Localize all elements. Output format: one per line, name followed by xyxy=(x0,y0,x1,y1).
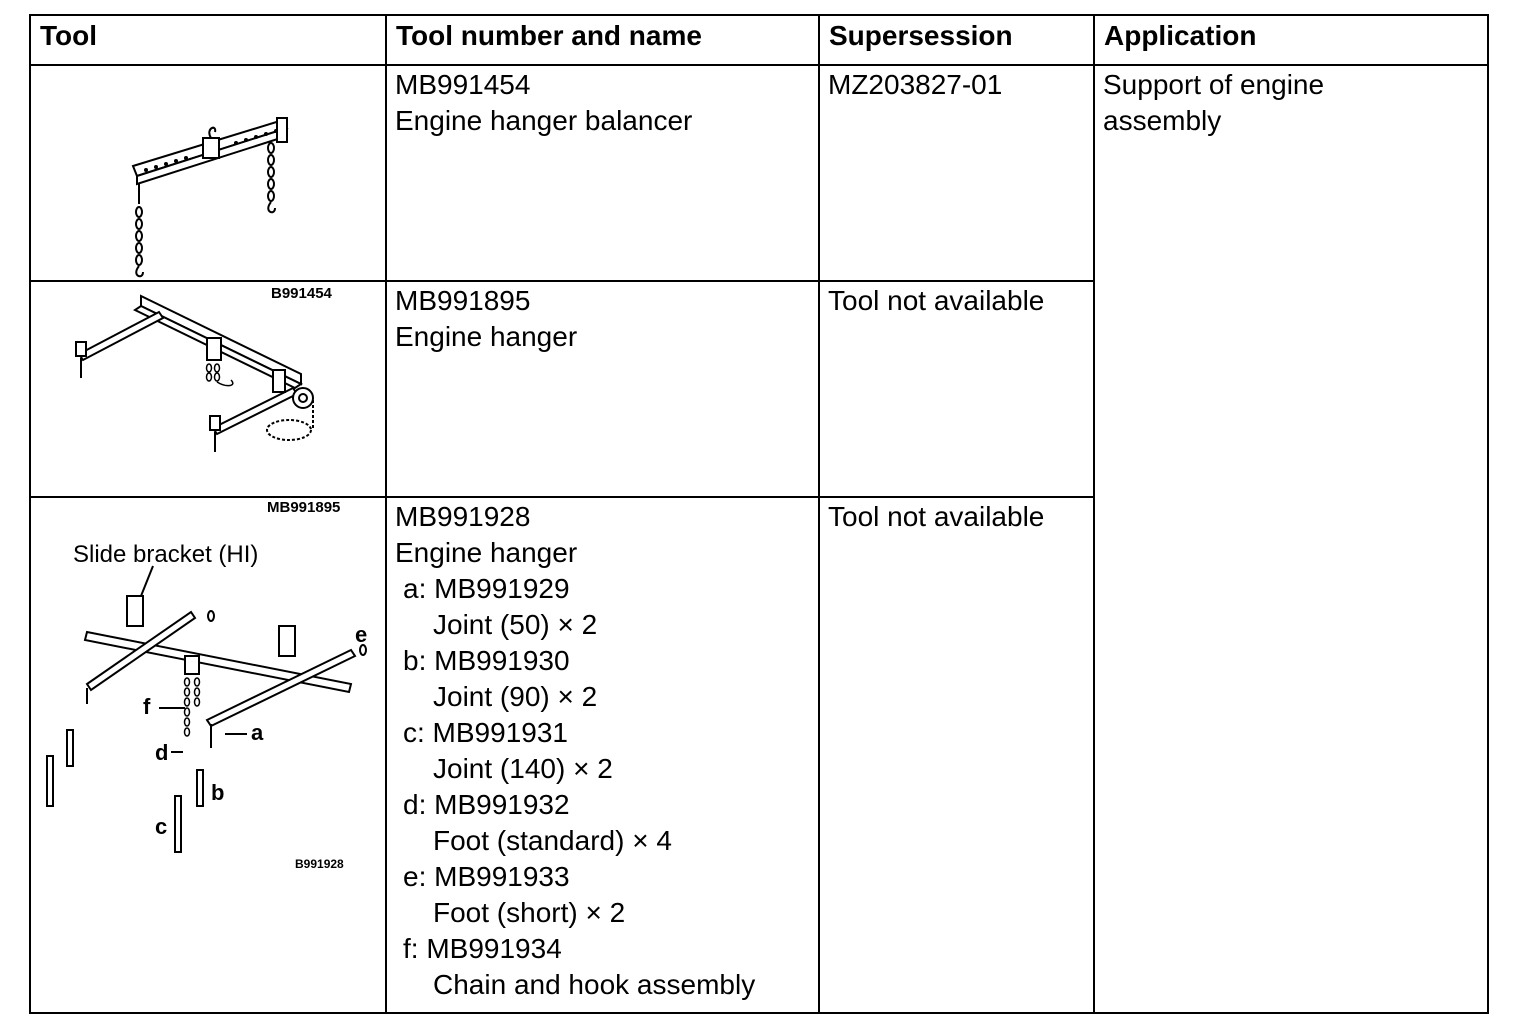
component-code-b: b: MB991930 xyxy=(403,645,570,676)
tool-number-and-name-cell xyxy=(386,65,819,281)
special-tools-table xyxy=(29,14,1489,1014)
component-code-c: c: MB991931 xyxy=(403,717,568,748)
component-code-f: f: MB991934 xyxy=(403,933,562,964)
supersession-cell xyxy=(819,497,1094,1013)
tool-illustration-cell xyxy=(30,497,386,1013)
figure-label: MB991895 xyxy=(267,499,341,516)
component-code-a: a: MB991929 xyxy=(403,573,570,604)
figure-letter-a: a xyxy=(251,720,264,745)
figure-callout: Slide bracket (HI) xyxy=(73,541,259,568)
component-code-d: d: MB991932 xyxy=(403,789,570,820)
engine-hanger-balancer-illustration xyxy=(31,66,385,302)
component-desc-f: Chain and hook assembly xyxy=(433,969,756,1000)
header-application: Application xyxy=(1094,15,1488,65)
application-line-2: assembly xyxy=(1103,105,1222,136)
component-desc-b: Joint (90) × 2 xyxy=(433,681,598,712)
engine-hanger-illustration xyxy=(31,282,385,516)
tool-number: MB991895 xyxy=(395,285,531,316)
tool-number-and-name-cell xyxy=(386,281,819,497)
figure-label: B991454 xyxy=(271,285,332,302)
figure-label: B991928 xyxy=(295,857,344,871)
header-tool-number-and-name: Tool number and name xyxy=(386,15,819,65)
figure-letter-f: f xyxy=(143,694,151,719)
tool-illustration-cell xyxy=(30,281,386,516)
supersession-cell xyxy=(819,281,1094,497)
supersession-value: Tool not available xyxy=(828,501,1045,532)
application-line-1: Support of engine xyxy=(1103,69,1325,100)
component-code-e: e: MB991933 xyxy=(403,861,570,892)
tool-name: Engine hanger xyxy=(395,321,578,352)
tool-name: Engine hanger xyxy=(395,537,578,568)
supersession-cell xyxy=(819,65,1094,281)
header-tool: Tool xyxy=(30,15,386,65)
component-desc-e: Foot (short) × 2 xyxy=(433,897,626,928)
supersession-value: Tool not available xyxy=(828,285,1045,316)
component-desc-a: Joint (50) × 2 xyxy=(433,609,598,640)
figure-letter-c: c xyxy=(155,814,168,839)
engine-hanger-kit-illustration xyxy=(31,498,385,1010)
tool-name: Engine hanger balancer xyxy=(395,105,693,136)
tool-illustration-cell xyxy=(30,65,386,302)
supersession-value: MZ203827-01 xyxy=(828,69,1003,100)
figure-letter-d: d xyxy=(155,740,169,765)
figure-letter-e: e xyxy=(355,622,368,647)
figure-letter-b: b xyxy=(211,780,225,805)
component-desc-c: Joint (140) × 2 xyxy=(433,753,613,784)
table-row xyxy=(30,65,1488,281)
tool-number: MB991928 xyxy=(395,501,531,532)
table-header-row xyxy=(30,15,1488,65)
header-supersession: Supersession xyxy=(819,15,1094,65)
tool-number-and-name-cell xyxy=(386,497,819,1013)
component-desc-d: Foot (standard) × 4 xyxy=(433,825,672,856)
tool-number: MB991454 xyxy=(395,69,531,100)
application-cell xyxy=(1094,65,1488,1013)
